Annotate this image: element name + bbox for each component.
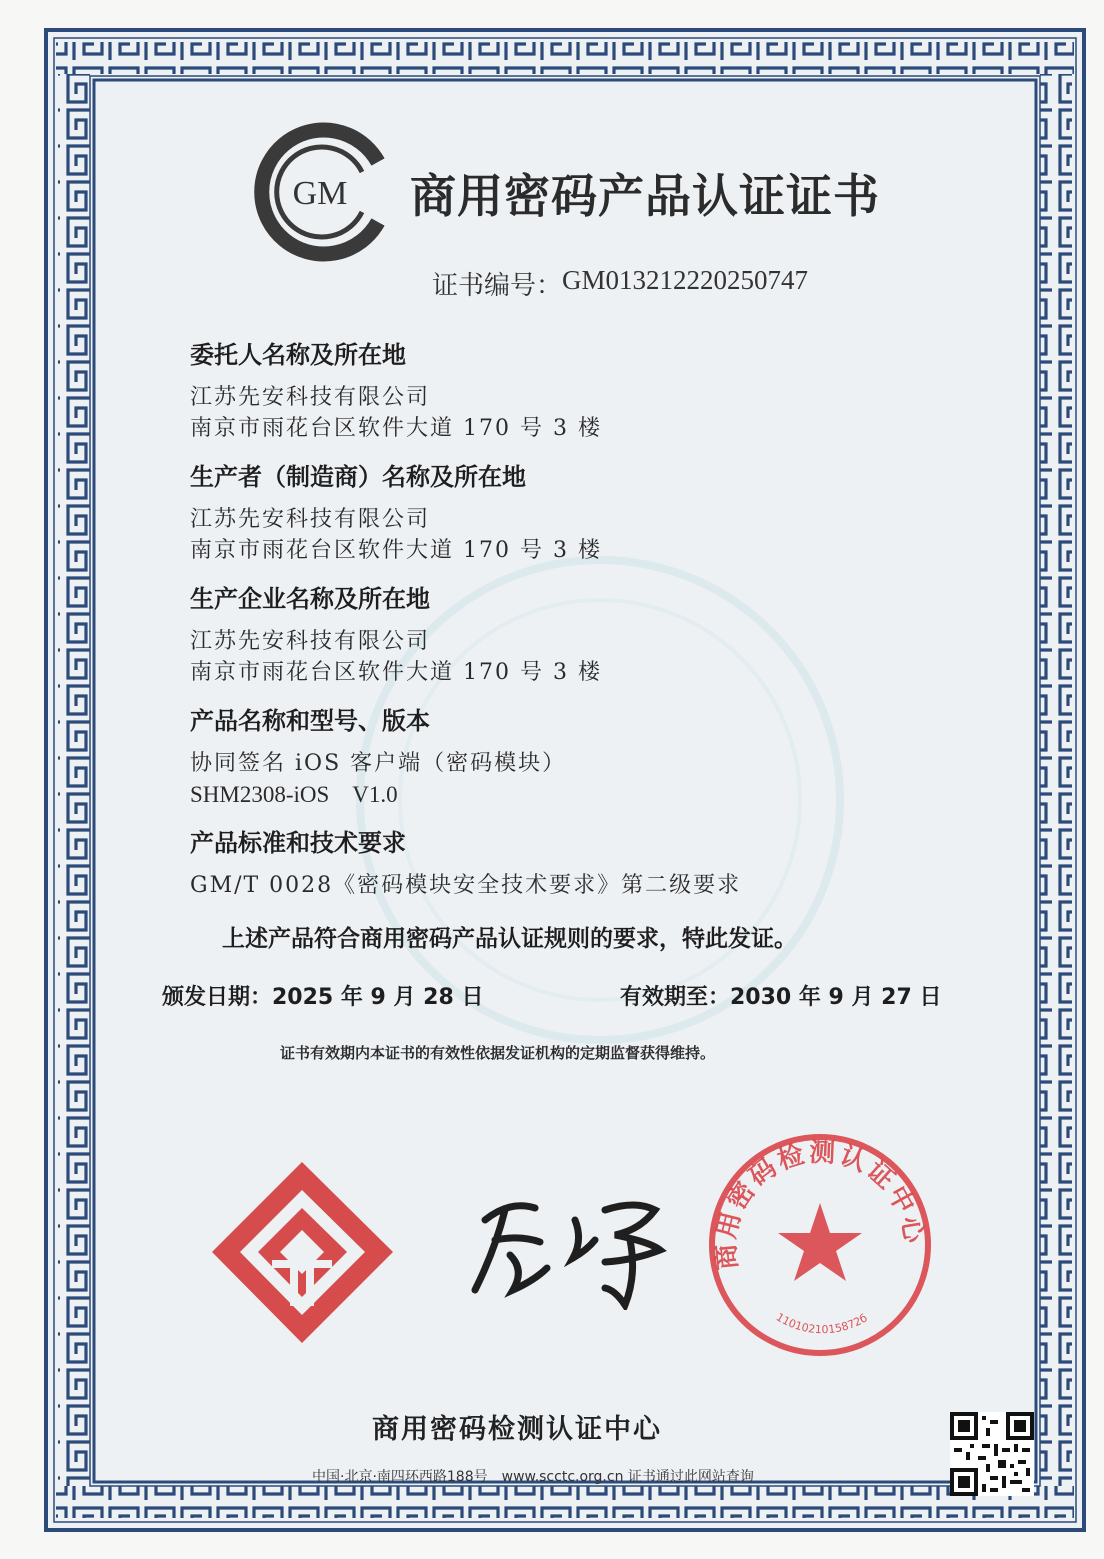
section-standard [190,828,741,901]
section-line: SHM2308-iOS V1.0 [190,782,398,807]
footer-website-link[interactable]: www.scctc.org.cn [501,1469,624,1485]
certification-emblem-icon [210,1160,395,1345]
section-line: 南京市雨花台区软件大道 170 号 3 楼 [190,416,602,441]
section-product [190,706,566,810]
section-line: GM/T 0028《密码模块安全技术要求》第二级要求 [190,873,742,898]
issuing-organization: 商用密码检测认证中心 [372,1414,662,1445]
certificate-title: 商用密码产品认证证书 [410,169,880,223]
svg-text:GM: GM [292,175,348,212]
official-seal-icon [700,1125,940,1365]
section-line: 协同签名 iOS 客户端（密码模块） [190,751,567,776]
section-line: 南京市雨花台区软件大道 170 号 3 楼 [190,660,602,685]
svg-text:商用密码检测认证中心: 商用密码检测认证中心 [711,1137,929,1272]
section-production-enterprise [190,584,602,688]
certificate-number [432,265,808,302]
section-heading: 委托人名称及所在地 [190,341,406,369]
qr-code-icon[interactable] [950,1412,1034,1496]
footer-address: 中国·北京·南四环西路188号 [312,1469,488,1485]
certificate-number-label: 证书编号： [432,271,563,301]
footer [312,1466,754,1486]
valid-until-date: 有效期至：2030 年 9 月 27 日 [620,985,942,1010]
section-heading: 生产者（制造商）名称及所在地 [190,463,526,491]
signature-icon [465,1180,675,1310]
footer-query-note: 证书通过此网站查询 [627,1469,754,1485]
section-line: 南京市雨花台区软件大道 170 号 3 楼 [190,538,602,563]
section-line: 江苏先安科技有限公司 [190,385,431,410]
validity-note: 证书有效期内本证书的有效性依据发证机构的定期监督获得维持。 [280,1044,716,1062]
certificate-number-value: GM013212220250747 [562,265,809,295]
section-manufacturer [190,462,602,566]
issue-date: 颁发日期：2025 年 9 月 28 日 [162,985,484,1010]
declaration-text: 上述产品符合商用密码产品认证规则的要求，特此发证。 [222,926,797,952]
svg-text:1101021015872б: 1101021015872б [773,1310,870,1337]
gm-logo-icon [250,122,390,262]
section-heading: 生产企业名称及所在地 [190,585,430,613]
section-client [190,340,602,444]
section-line: 江苏先安科技有限公司 [190,507,431,532]
section-heading: 产品标准和技术要求 [190,829,406,857]
section-heading: 产品名称和型号、版本 [190,707,430,735]
section-line: 江苏先安科技有限公司 [190,629,431,654]
